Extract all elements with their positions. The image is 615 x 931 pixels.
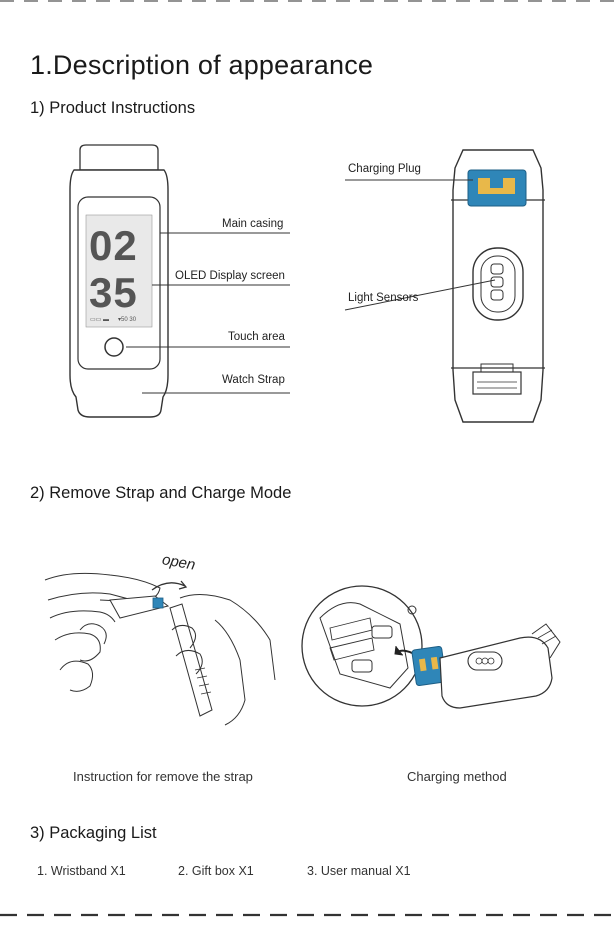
display-status-right: ▾50 30 [118, 317, 137, 323]
bottom-dashed-border [0, 912, 615, 918]
open-label: open [160, 551, 197, 574]
caption-charging-method: Charging method [407, 769, 507, 784]
section-heading-strap: 2) Remove Strap and Charge Mode [30, 484, 292, 502]
packaging-item: 3. User manual X1 [307, 864, 411, 878]
label-oled-display: OLED Display screen [175, 270, 285, 282]
charging-method-illustration [300, 568, 570, 748]
page-title: 1.Description of appearance [30, 50, 374, 80]
label-main-casing: Main casing [222, 218, 284, 230]
section-heading-product: 1) Product Instructions [30, 99, 196, 117]
remove-strap-illustration [40, 560, 290, 730]
label-touch-area: Touch area [228, 331, 285, 343]
wristband-back-illustration [345, 150, 575, 430]
label-watch-strap: Watch Strap [222, 374, 285, 386]
label-light-sensors: Light Sensors [348, 292, 419, 304]
caption-remove-strap: Instruction for remove the strap [73, 769, 253, 784]
top-dashed-border [0, 0, 615, 3]
display-status-left: ▭▭ ▬ [90, 317, 110, 323]
display-minute: 35 [89, 269, 138, 316]
label-charging-plug: Charging Plug [348, 163, 421, 175]
section-heading-packaging: 3) Packaging List [30, 824, 157, 842]
packaging-item: 2. Gift box X1 [178, 864, 254, 878]
packaging-item: 1. Wristband X1 [37, 864, 126, 878]
display-hour: 02 [89, 222, 138, 269]
